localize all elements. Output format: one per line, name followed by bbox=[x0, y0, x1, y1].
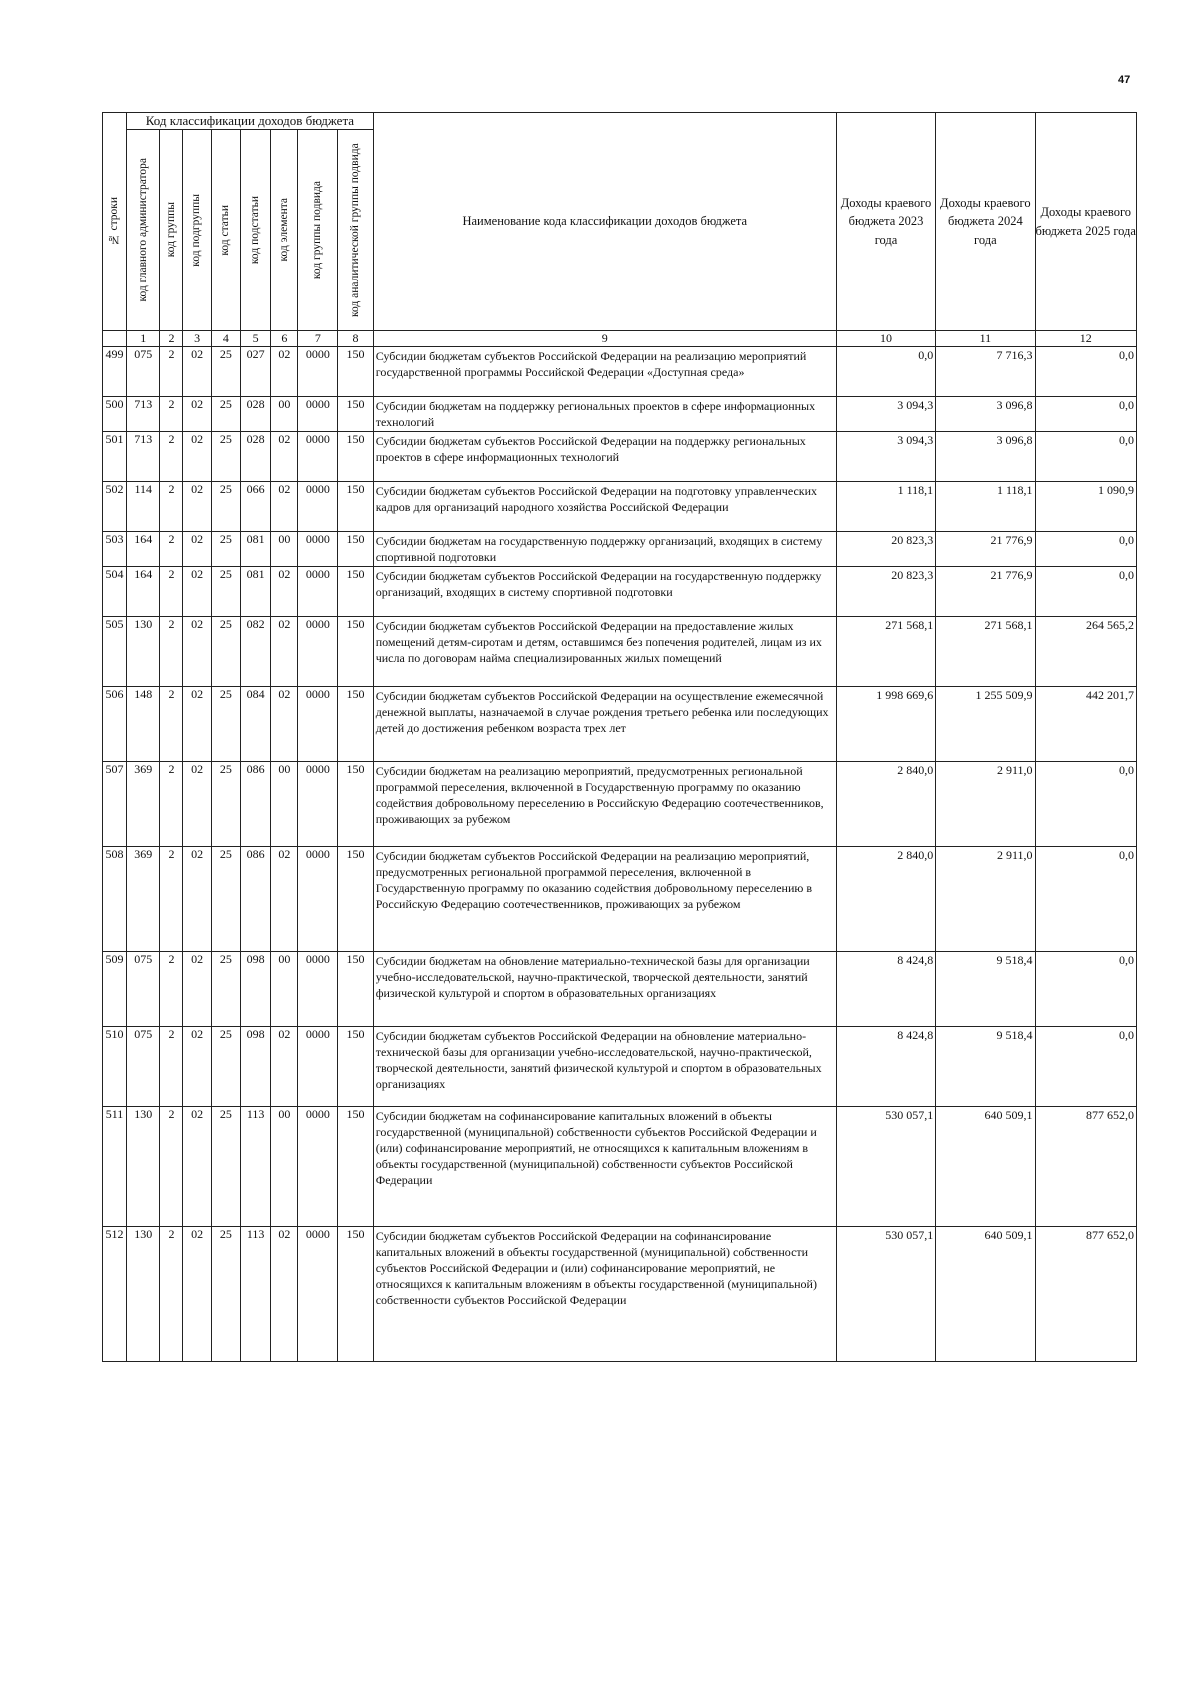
code-subgroup: 02 bbox=[183, 687, 211, 762]
code-subarticle: 113 bbox=[240, 1227, 270, 1362]
code-analytic: 150 bbox=[338, 347, 374, 397]
code-element: 00 bbox=[271, 397, 298, 432]
code-subtype: 0000 bbox=[298, 532, 338, 567]
code-element: 00 bbox=[271, 1107, 298, 1227]
row-number: 512 bbox=[103, 1227, 127, 1362]
code-admin: 075 bbox=[127, 1027, 160, 1107]
code-subgroup: 02 bbox=[183, 617, 211, 687]
column-number: 9 bbox=[373, 331, 836, 347]
column-number bbox=[103, 331, 127, 347]
code-subarticle: 084 bbox=[240, 687, 270, 762]
row-number: 506 bbox=[103, 687, 127, 762]
code-analytic: 150 bbox=[338, 432, 374, 482]
code-article: 25 bbox=[211, 532, 240, 567]
code-analytic: 150 bbox=[338, 762, 374, 847]
row-number: 500 bbox=[103, 397, 127, 432]
code-analytic: 150 bbox=[338, 952, 374, 1027]
code-analytic: 150 bbox=[338, 482, 374, 532]
income-2024: 21 776,9 bbox=[936, 567, 1035, 617]
income-2025: 0,0 bbox=[1035, 1027, 1137, 1107]
code-group: 2 bbox=[160, 617, 183, 687]
income-2024: 640 509,1 bbox=[936, 1107, 1035, 1227]
income-2025: 877 652,0 bbox=[1035, 1227, 1137, 1362]
code-subgroup: 02 bbox=[183, 762, 211, 847]
code-admin: 369 bbox=[127, 847, 160, 952]
header-code-group: Код классификации доходов бюджета bbox=[127, 113, 374, 130]
code-subtype: 0000 bbox=[298, 952, 338, 1027]
column-number-row bbox=[103, 331, 1137, 347]
code-admin: 130 bbox=[127, 1227, 160, 1362]
code-group: 2 bbox=[160, 397, 183, 432]
code-article: 25 bbox=[211, 847, 240, 952]
code-subtype: 0000 bbox=[298, 762, 338, 847]
code-element: 02 bbox=[271, 847, 298, 952]
income-2024: 21 776,9 bbox=[936, 532, 1035, 567]
header-income-2024: Доходы краевого бюджета 2024 года bbox=[936, 113, 1035, 331]
code-subarticle: 086 bbox=[240, 847, 270, 952]
row-number: 507 bbox=[103, 762, 127, 847]
code-subtype: 0000 bbox=[298, 847, 338, 952]
table-row bbox=[103, 762, 1137, 847]
code-admin: 130 bbox=[127, 617, 160, 687]
code-element: 02 bbox=[271, 1227, 298, 1362]
income-2023: 8 424,8 bbox=[836, 1027, 935, 1107]
code-subgroup: 02 bbox=[183, 567, 211, 617]
code-element: 00 bbox=[271, 762, 298, 847]
revenue-name: Субсидии бюджетам субъектов Российской Федерации на подготовку управленческих кадров для организаций народного хозяйства Российской Федерации bbox=[373, 482, 836, 532]
income-2024: 640 509,1 bbox=[936, 1227, 1035, 1362]
code-group: 2 bbox=[160, 847, 183, 952]
row-number: 505 bbox=[103, 617, 127, 687]
income-2023: 20 823,3 bbox=[836, 567, 935, 617]
code-subtype: 0000 bbox=[298, 397, 338, 432]
code-subarticle: 081 bbox=[240, 532, 270, 567]
revenue-name: Субсидии бюджетам субъектов Российской Федерации на реализацию мероприятий государственной программы Российской Федерации «Доступная среда» bbox=[373, 347, 836, 397]
income-2023: 0,0 bbox=[836, 347, 935, 397]
income-2025: 0,0 bbox=[1035, 567, 1137, 617]
row-number: 511 bbox=[103, 1107, 127, 1227]
code-admin: 713 bbox=[127, 397, 160, 432]
code-element: 02 bbox=[271, 482, 298, 532]
revenue-name: Субсидии бюджетам субъектов Российской Федерации на государственную поддержку организаций, входящих в систему спортивной подготовки bbox=[373, 567, 836, 617]
header-code-group-col: код группы bbox=[160, 130, 183, 331]
code-article: 25 bbox=[211, 397, 240, 432]
table-row bbox=[103, 952, 1137, 1027]
code-subtype: 0000 bbox=[298, 347, 338, 397]
row-number: 508 bbox=[103, 847, 127, 952]
income-2024: 271 568,1 bbox=[936, 617, 1035, 687]
revenue-name: Субсидии бюджетам субъектов Российской Федерации на предоставление жилых помещений детям-сиротам и детям, оставшимся без попечения родителей, лицам из их числа по договорам найма специализированных жилых помещений bbox=[373, 617, 836, 687]
code-subgroup: 02 bbox=[183, 1227, 211, 1362]
income-2025: 0,0 bbox=[1035, 952, 1137, 1027]
code-subarticle: 086 bbox=[240, 762, 270, 847]
table-row bbox=[103, 397, 1137, 432]
code-subgroup: 02 bbox=[183, 532, 211, 567]
income-2024: 7 716,3 bbox=[936, 347, 1035, 397]
header-code-subgroup: код подгруппы bbox=[183, 130, 211, 331]
code-admin: 114 bbox=[127, 482, 160, 532]
table-row bbox=[103, 617, 1137, 687]
income-2024: 3 096,8 bbox=[936, 397, 1035, 432]
code-analytic: 150 bbox=[338, 1027, 374, 1107]
income-2023: 20 823,3 bbox=[836, 532, 935, 567]
code-article: 25 bbox=[211, 952, 240, 1027]
income-2023: 2 840,0 bbox=[836, 762, 935, 847]
header-code-subtype: код группы подвида bbox=[298, 130, 338, 331]
income-2023: 1 998 669,6 bbox=[836, 687, 935, 762]
code-subgroup: 02 bbox=[183, 1027, 211, 1107]
income-2024: 9 518,4 bbox=[936, 1027, 1035, 1107]
table-row bbox=[103, 432, 1137, 482]
code-article: 25 bbox=[211, 1107, 240, 1227]
income-2025: 0,0 bbox=[1035, 532, 1137, 567]
revenue-name: Субсидии бюджетам на софинансирование капитальных вложений в объекты государственной (муниципальной) собственности субъектов Российской Федерации и (или) софинансирование мероприятий, не относящихся к капитальным вложениям в объекты государственной (муниципальной) собственности субъектов Российской Федерации bbox=[373, 1107, 836, 1227]
income-2025: 877 652,0 bbox=[1035, 1107, 1137, 1227]
code-article: 25 bbox=[211, 347, 240, 397]
code-subtype: 0000 bbox=[298, 432, 338, 482]
header-code-element: код элемента bbox=[271, 130, 298, 331]
code-element: 02 bbox=[271, 617, 298, 687]
table-row bbox=[103, 847, 1137, 952]
code-article: 25 bbox=[211, 1027, 240, 1107]
budget-revenue-table bbox=[102, 112, 1137, 1362]
code-element: 02 bbox=[271, 432, 298, 482]
code-analytic: 150 bbox=[338, 1107, 374, 1227]
code-admin: 164 bbox=[127, 532, 160, 567]
income-2023: 1 118,1 bbox=[836, 482, 935, 532]
code-group: 2 bbox=[160, 532, 183, 567]
code-article: 25 bbox=[211, 687, 240, 762]
column-number: 4 bbox=[211, 331, 240, 347]
code-subgroup: 02 bbox=[183, 482, 211, 532]
column-number: 5 bbox=[240, 331, 270, 347]
code-analytic: 150 bbox=[338, 567, 374, 617]
revenue-name: Субсидии бюджетам субъектов Российской Федерации на софинансирование капитальных вложений в объекты государственной (муниципальной) собственности субъектов Российской Федерации и (или) софинансирование мероприятий, не относящихся к капитальным вложениям в объекты государственной (муниципальной) собственности субъектов Российской Федерации bbox=[373, 1227, 836, 1362]
revenue-name: Субсидии бюджетам на обновление материально-технической базы для организации учебно-исследовательской, научно-практической, творческой деятельности, занятий физической культурой и спортом в образовательных организациях bbox=[373, 952, 836, 1027]
row-number: 499 bbox=[103, 347, 127, 397]
code-element: 02 bbox=[271, 567, 298, 617]
column-number: 3 bbox=[183, 331, 211, 347]
table-row bbox=[103, 1227, 1137, 1362]
code-article: 25 bbox=[211, 482, 240, 532]
code-admin: 075 bbox=[127, 347, 160, 397]
table-row bbox=[103, 347, 1137, 397]
code-subtype: 0000 bbox=[298, 687, 338, 762]
code-subtype: 0000 bbox=[298, 617, 338, 687]
code-subgroup: 02 bbox=[183, 347, 211, 397]
column-number: 12 bbox=[1035, 331, 1137, 347]
income-2025: 0,0 bbox=[1035, 347, 1137, 397]
table-row bbox=[103, 687, 1137, 762]
code-element: 02 bbox=[271, 687, 298, 762]
row-number: 501 bbox=[103, 432, 127, 482]
income-2025: 1 090,9 bbox=[1035, 482, 1137, 532]
income-2023: 2 840,0 bbox=[836, 847, 935, 952]
row-number: 503 bbox=[103, 532, 127, 567]
code-analytic: 150 bbox=[338, 532, 374, 567]
income-2025: 0,0 bbox=[1035, 432, 1137, 482]
row-number: 502 bbox=[103, 482, 127, 532]
row-number: 509 bbox=[103, 952, 127, 1027]
code-group: 2 bbox=[160, 432, 183, 482]
header-code-article: код статьи bbox=[211, 130, 240, 331]
income-2023: 3 094,3 bbox=[836, 432, 935, 482]
code-analytic: 150 bbox=[338, 847, 374, 952]
code-group: 2 bbox=[160, 687, 183, 762]
code-subarticle: 066 bbox=[240, 482, 270, 532]
income-2024: 3 096,8 bbox=[936, 432, 1035, 482]
header-row-number: № строки bbox=[103, 113, 127, 331]
row-number: 510 bbox=[103, 1027, 127, 1107]
code-article: 25 bbox=[211, 617, 240, 687]
revenue-name: Субсидии бюджетам субъектов Российской Федерации на осуществление ежемесячной денежной выплаты, назначаемой в случае рождения третьего ребенка или последующих детей до достижения ребенком возраста трех лет bbox=[373, 687, 836, 762]
column-number: 6 bbox=[271, 331, 298, 347]
code-analytic: 150 bbox=[338, 397, 374, 432]
income-2025: 264 565,2 bbox=[1035, 617, 1137, 687]
code-element: 02 bbox=[271, 1027, 298, 1107]
code-group: 2 bbox=[160, 567, 183, 617]
code-subgroup: 02 bbox=[183, 432, 211, 482]
revenue-name: Субсидии бюджетам субъектов Российской Федерации на поддержку региональных проектов в сфере информационных технологий bbox=[373, 432, 836, 482]
code-subarticle: 082 bbox=[240, 617, 270, 687]
income-2023: 8 424,8 bbox=[836, 952, 935, 1027]
code-article: 25 bbox=[211, 1227, 240, 1362]
income-2025: 442 201,7 bbox=[1035, 687, 1137, 762]
code-admin: 130 bbox=[127, 1107, 160, 1227]
income-2024: 2 911,0 bbox=[936, 847, 1035, 952]
page-number: 47 bbox=[1118, 74, 1131, 86]
code-admin: 713 bbox=[127, 432, 160, 482]
income-2023: 530 057,1 bbox=[836, 1107, 935, 1227]
revenue-name: Субсидии бюджетам субъектов Российской Федерации на обновление материально-технической базы для организации учебно-исследовательской, научно-практической, творческой деятельности, занятий физической культурой и спортом в образовательных организациях bbox=[373, 1027, 836, 1107]
header-code-admin: код главного администратора bbox=[127, 130, 160, 331]
code-group: 2 bbox=[160, 347, 183, 397]
code-subgroup: 02 bbox=[183, 397, 211, 432]
code-element: 02 bbox=[271, 347, 298, 397]
code-subarticle: 027 bbox=[240, 347, 270, 397]
income-2023: 3 094,3 bbox=[836, 397, 935, 432]
code-article: 25 bbox=[211, 762, 240, 847]
code-group: 2 bbox=[160, 482, 183, 532]
code-analytic: 150 bbox=[338, 687, 374, 762]
code-subarticle: 098 bbox=[240, 952, 270, 1027]
column-number: 2 bbox=[160, 331, 183, 347]
code-element: 00 bbox=[271, 532, 298, 567]
code-subarticle: 028 bbox=[240, 432, 270, 482]
code-subtype: 0000 bbox=[298, 482, 338, 532]
code-group: 2 bbox=[160, 952, 183, 1027]
code-group: 2 bbox=[160, 1027, 183, 1107]
code-subgroup: 02 bbox=[183, 952, 211, 1027]
header-code-analytic: код аналитической группы подвида bbox=[338, 130, 374, 331]
income-2023: 530 057,1 bbox=[836, 1227, 935, 1362]
code-admin: 075 bbox=[127, 952, 160, 1027]
row-number: 504 bbox=[103, 567, 127, 617]
table-row bbox=[103, 567, 1137, 617]
revenue-name: Субсидии бюджетам субъектов Российской Федерации на реализацию мероприятий, предусмотренных региональной программой переселения, включенной в Государственную программу по оказанию содействия добровольному переселению в Российскую Федерацию соотечественников, проживающих за рубежом bbox=[373, 847, 836, 952]
header-income-2023: Доходы краевого бюджета 2023 года bbox=[836, 113, 935, 331]
code-group: 2 bbox=[160, 1227, 183, 1362]
header-code-subarticle: код подстатьи bbox=[240, 130, 270, 331]
code-article: 25 bbox=[211, 432, 240, 482]
code-subtype: 0000 bbox=[298, 1227, 338, 1362]
code-analytic: 150 bbox=[338, 1227, 374, 1362]
income-2023: 271 568,1 bbox=[836, 617, 935, 687]
income-2024: 1 118,1 bbox=[936, 482, 1035, 532]
code-group: 2 bbox=[160, 762, 183, 847]
table-row bbox=[103, 532, 1137, 567]
code-admin: 369 bbox=[127, 762, 160, 847]
income-2024: 9 518,4 bbox=[936, 952, 1035, 1027]
code-subtype: 0000 bbox=[298, 1107, 338, 1227]
income-2024: 1 255 509,9 bbox=[936, 687, 1035, 762]
code-admin: 148 bbox=[127, 687, 160, 762]
income-2024: 2 911,0 bbox=[936, 762, 1035, 847]
header-name: Наименование кода классификации доходов бюджета bbox=[373, 113, 836, 331]
code-analytic: 150 bbox=[338, 617, 374, 687]
revenue-name: Субсидии бюджетам на государственную поддержку организаций, входящих в систему спортивной подготовки bbox=[373, 532, 836, 567]
income-2025: 0,0 bbox=[1035, 397, 1137, 432]
code-subarticle: 081 bbox=[240, 567, 270, 617]
revenue-name: Субсидии бюджетам на поддержку региональных проектов в сфере информационных технологий bbox=[373, 397, 836, 432]
code-element: 00 bbox=[271, 952, 298, 1027]
column-number: 7 bbox=[298, 331, 338, 347]
revenue-name: Субсидии бюджетам на реализацию мероприятий, предусмотренных региональной программой переселения, включенной в Государственную программу по оказанию содействия добровольному переселению в Российскую Федерацию соотечественников, проживающих за рубежом bbox=[373, 762, 836, 847]
table-row bbox=[103, 1107, 1137, 1227]
code-subtype: 0000 bbox=[298, 1027, 338, 1107]
column-number: 8 bbox=[338, 331, 374, 347]
code-article: 25 bbox=[211, 567, 240, 617]
income-2025: 0,0 bbox=[1035, 847, 1137, 952]
code-subarticle: 113 bbox=[240, 1107, 270, 1227]
column-number: 10 bbox=[836, 331, 935, 347]
column-number: 11 bbox=[936, 331, 1035, 347]
table-row bbox=[103, 1027, 1137, 1107]
code-admin: 164 bbox=[127, 567, 160, 617]
code-subarticle: 098 bbox=[240, 1027, 270, 1107]
code-subgroup: 02 bbox=[183, 1107, 211, 1227]
code-subgroup: 02 bbox=[183, 847, 211, 952]
column-number: 1 bbox=[127, 331, 160, 347]
income-2025: 0,0 bbox=[1035, 762, 1137, 847]
table-row bbox=[103, 482, 1137, 532]
code-subarticle: 028 bbox=[240, 397, 270, 432]
header-income-2025: Доходы краевого бюджета 2025 года bbox=[1035, 113, 1137, 331]
code-subtype: 0000 bbox=[298, 567, 338, 617]
code-group: 2 bbox=[160, 1107, 183, 1227]
